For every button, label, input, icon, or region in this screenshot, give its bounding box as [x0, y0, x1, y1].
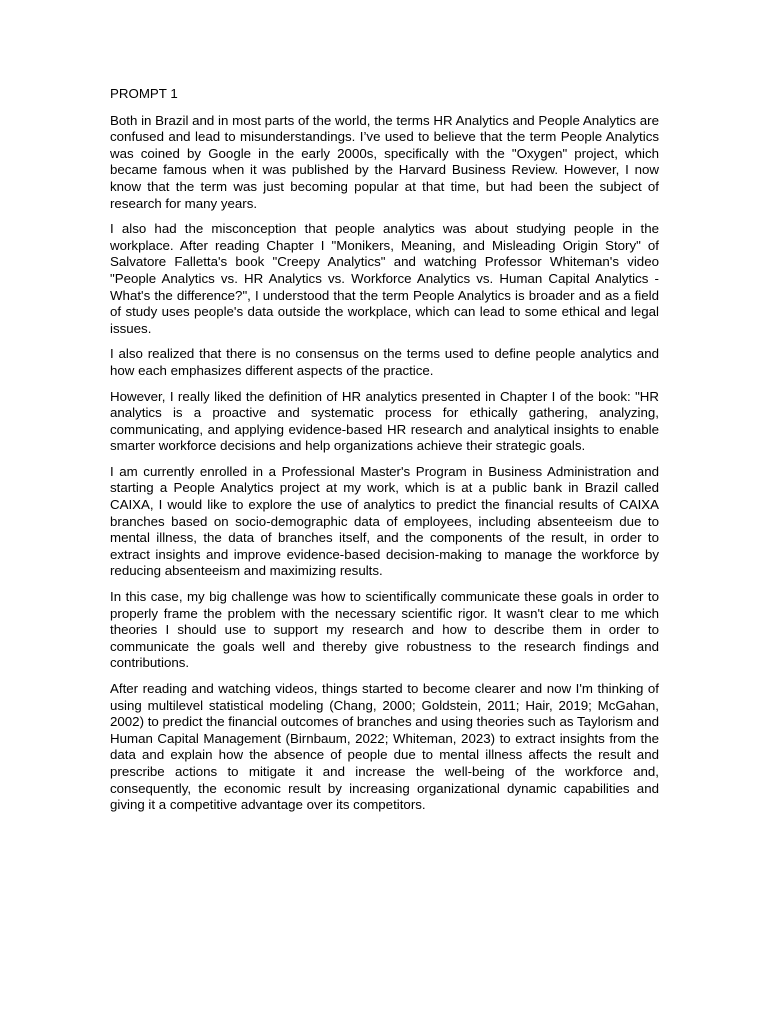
- paragraph-6: In this case, my big challenge was how to scientifically communicate these goals in order to properly frame the problem with the necessary scientific rigor. It wasn't clear to me which theories I should use to support my research and how to describe them in order to communicate the goals well and thereby give robustness to the research findings and contributions.: [110, 589, 659, 671]
- paragraph-4: However, I really liked the definition of HR analytics presented in Chapter I of the book: "HR analytics is a proactive and systematic process for ethically gathering, analyzing, communicating, and applying evidence-based HR research and analytical insights to enable smarter workforce decisions and help organizations achieve their strategic goals.: [110, 388, 659, 454]
- paragraph-1: Both in Brazil and in most parts of the world, the terms HR Analytics and People Analytics are confused and lead to misunderstandings. I’ve used to believe that the term People Analytics was coined by Google in the early 2000s, specifically with the "Oxygen" project, which became famous when it was published by the Harvard Business Review. However, I now know that the term was just becoming popular at that time, but had been the subject of research for many years.: [110, 112, 659, 211]
- paragraph-2: I also had the misconception that people analytics was about studying people in the workplace. After reading Chapter I "Monikers, Meaning, and Misleading Origin Story" of Salvatore Falletta's book "Creepy Analytics" and watching Professor Whiteman's video "People Analytics vs. HR Analytics vs. Workforce Analytics vs. Human Capital Analytics - What's the difference?", I understood that the term People Analytics is broader and as a field of study uses people's data outside the workplace, which can lead to some ethical and legal issues.: [110, 221, 659, 336]
- document-heading: PROMPT 1: [110, 86, 178, 101]
- paragraph-7: After reading and watching videos, things started to become clearer and now I'm thinking of using multilevel statistical modeling (Chang, 2000; Goldstein, 2011; Hair, 2019; McGahan, 2002) to predict the financial outcomes of branches and using theories such as Taylorism and Human Capital Management (Birnbaum, 2022; Whiteman, 2023) to extract insights from the data and explain how the absence of people due to mental illness affects the result and prescribe actions to mitigate it and increase the well-being of the workforce and, consequently, the economic result by increasing organizational dynamic capabilities and giving it a competitive advantage over its competitors.: [110, 681, 659, 813]
- paragraph-3: I also realized that there is no consensus on the terms used to define people analytics and how each emphasizes different aspects of the practice.: [110, 346, 659, 378]
- paragraph-5: I am currently enrolled in a Professional Master's Program in Business Administration and starting a People Analytics project at my work, which is at a public bank in Brazil called CAIXA, I would like to explore the use of analytics to predict the financial results of CAIXA branches based on socio-demographic data of employees, including absenteeism due to mental illness, the data of branches itself, and the components of the result, in order to extract insights and improve evidence-based decision-making to manage the workforce by reducing absenteeism and maximizing results.: [110, 463, 659, 579]
- document-body: [110, 86, 659, 823]
